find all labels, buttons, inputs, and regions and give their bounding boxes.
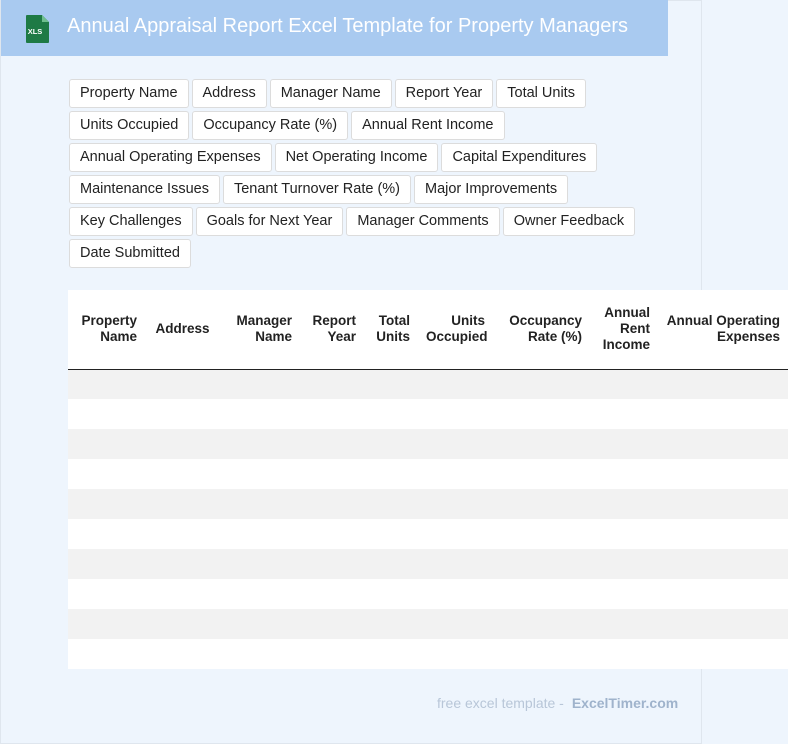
table-row (68, 459, 788, 489)
table-row (68, 609, 788, 639)
page-header (1, 0, 668, 56)
table-cell[interactable] (300, 639, 364, 669)
table-cell[interactable] (145, 579, 220, 609)
table-cell[interactable] (145, 369, 220, 399)
table-cell[interactable] (145, 459, 220, 489)
table-cell[interactable] (590, 579, 658, 609)
field-chip[interactable]: Major Improvements (414, 175, 568, 204)
table-cell[interactable] (493, 609, 590, 639)
table-cell[interactable] (300, 429, 364, 459)
table-cell[interactable] (590, 549, 658, 579)
table-row (68, 399, 788, 429)
table-cell[interactable] (145, 519, 220, 549)
table-cell[interactable] (493, 429, 590, 459)
table-cell[interactable] (364, 519, 418, 549)
column-header[interactable]: Total Units (364, 290, 418, 369)
data-table-container[interactable] (68, 290, 780, 669)
table-cell[interactable] (145, 489, 220, 519)
table-cell[interactable] (300, 549, 364, 579)
table-cell[interactable] (658, 489, 788, 519)
table-cell[interactable] (68, 429, 145, 459)
table-row (68, 519, 788, 549)
field-chip[interactable]: Maintenance Issues (69, 175, 220, 204)
table-cell[interactable] (590, 489, 658, 519)
table-cell[interactable] (590, 399, 658, 429)
table-cell[interactable] (493, 549, 590, 579)
field-chip[interactable]: Annual Operating Expenses (69, 143, 272, 172)
column-header[interactable]: Units Occupied (418, 290, 493, 369)
table-cell[interactable] (590, 369, 658, 399)
table-cell[interactable] (300, 519, 364, 549)
table-cell[interactable] (68, 549, 145, 579)
field-chip[interactable]: Net Operating Income (275, 143, 439, 172)
field-chip[interactable]: Capital Expenditures (441, 143, 597, 172)
table-cell[interactable] (418, 399, 493, 429)
table-cell[interactable] (658, 459, 788, 489)
table-cell[interactable] (493, 459, 590, 489)
table-cell[interactable] (658, 429, 788, 459)
table-cell[interactable] (364, 399, 418, 429)
column-header[interactable]: Annual Rent Income (590, 290, 658, 369)
table-cell[interactable] (418, 369, 493, 399)
field-chip[interactable]: Owner Feedback (503, 207, 635, 236)
table-cell[interactable] (493, 519, 590, 549)
field-chip[interactable]: Report Year (395, 79, 494, 108)
table-cell[interactable] (364, 549, 418, 579)
table-cell[interactable] (145, 429, 220, 459)
field-chip[interactable]: Date Submitted (69, 239, 191, 268)
data-table (68, 290, 788, 669)
table-cell[interactable] (418, 639, 493, 669)
page-title: Annual Appraisal Report Excel Template for Property Managers (67, 15, 629, 37)
table-cell[interactable] (658, 639, 788, 669)
footer-text: free excel template - (437, 695, 564, 711)
table-cell[interactable] (220, 639, 300, 669)
table-cell[interactable] (493, 369, 590, 399)
field-chip[interactable]: Goals for Next Year (196, 207, 344, 236)
table-cell[interactable] (590, 429, 658, 459)
column-header[interactable]: Annual Operating Expenses (658, 290, 788, 369)
table-cell[interactable] (300, 489, 364, 519)
table-cell[interactable] (68, 579, 145, 609)
table-cell[interactable] (658, 369, 788, 399)
table-cell[interactable] (493, 639, 590, 669)
column-header[interactable]: Occupancy Rate (%) (493, 290, 590, 369)
table-cell[interactable] (300, 369, 364, 399)
table-cell[interactable] (220, 399, 300, 429)
excel-file-icon (23, 14, 51, 44)
table-cell[interactable] (68, 609, 145, 639)
column-header[interactable]: Manager Name (220, 290, 300, 369)
table-cell[interactable] (220, 519, 300, 549)
table-cell[interactable] (418, 489, 493, 519)
table-header-row (68, 290, 788, 369)
table-cell[interactable] (300, 579, 364, 609)
svg-text:XLS: XLS (27, 27, 43, 36)
table-cell[interactable] (145, 549, 220, 579)
field-chip[interactable]: Occupancy Rate (%) (192, 111, 348, 140)
table-cell[interactable] (68, 399, 145, 429)
field-chip[interactable]: Units Occupied (69, 111, 189, 140)
table-cell[interactable] (493, 399, 590, 429)
table-cell[interactable] (418, 459, 493, 489)
field-chip[interactable]: Key Challenges (69, 207, 193, 236)
table-cell[interactable] (364, 639, 418, 669)
table-cell[interactable] (68, 489, 145, 519)
table-row (68, 579, 788, 609)
field-chip[interactable]: Manager Name (270, 79, 392, 108)
table-cell[interactable] (658, 399, 788, 429)
table-cell[interactable] (68, 519, 145, 549)
table-cell[interactable] (418, 429, 493, 459)
column-header[interactable]: Address (145, 290, 220, 369)
table-cell[interactable] (220, 579, 300, 609)
table-cell[interactable] (364, 579, 418, 609)
table-cell[interactable] (418, 609, 493, 639)
table-cell[interactable] (364, 609, 418, 639)
table-cell[interactable] (493, 489, 590, 519)
table-cell[interactable] (418, 549, 493, 579)
table-cell[interactable] (220, 459, 300, 489)
table-cell[interactable] (68, 459, 145, 489)
table-row (68, 489, 788, 519)
table-cell[interactable] (68, 369, 145, 399)
table-row (68, 639, 788, 669)
table-row (68, 369, 788, 399)
table-cell[interactable] (145, 639, 220, 669)
table-cell[interactable] (418, 519, 493, 549)
footer-brand-link[interactable]: ExcelTimer.com (571, 695, 679, 711)
table-cell[interactable] (658, 579, 788, 609)
table-cell[interactable] (68, 639, 145, 669)
table-cell[interactable] (364, 459, 418, 489)
table-cell[interactable] (493, 579, 590, 609)
field-chip[interactable]: Property Name (69, 79, 189, 108)
table-cell[interactable] (300, 609, 364, 639)
table-cell[interactable] (364, 429, 418, 459)
table-row (68, 429, 788, 459)
table-cell[interactable] (300, 459, 364, 489)
field-list (69, 79, 649, 268)
table-cell[interactable] (220, 369, 300, 399)
table-cell[interactable] (220, 489, 300, 519)
table-cell[interactable] (220, 609, 300, 639)
table-cell[interactable] (590, 609, 658, 639)
table-row (68, 549, 788, 579)
column-header[interactable]: Property Name (68, 290, 145, 369)
table-cell[interactable] (145, 399, 220, 429)
table-cell[interactable] (658, 519, 788, 549)
field-chip[interactable]: Total Units (496, 79, 586, 108)
table-cell[interactable] (300, 399, 364, 429)
table-cell[interactable] (364, 369, 418, 399)
field-chip[interactable]: Manager Comments (346, 207, 499, 236)
table-cell[interactable] (658, 549, 788, 579)
table-cell[interactable] (145, 609, 220, 639)
footer (437, 695, 678, 711)
table-cell[interactable] (590, 519, 658, 549)
table-cell[interactable] (364, 489, 418, 519)
table-cell[interactable] (590, 639, 658, 669)
column-header[interactable]: Report Year (300, 290, 364, 369)
field-chip[interactable]: Tenant Turnover Rate (%) (223, 175, 411, 204)
table-cell[interactable] (590, 459, 658, 489)
table-cell[interactable] (658, 609, 788, 639)
table-cell[interactable] (220, 429, 300, 459)
table-cell[interactable] (220, 549, 300, 579)
field-chip[interactable]: Address (192, 79, 267, 108)
table-cell[interactable] (418, 579, 493, 609)
field-chip[interactable]: Annual Rent Income (351, 111, 504, 140)
